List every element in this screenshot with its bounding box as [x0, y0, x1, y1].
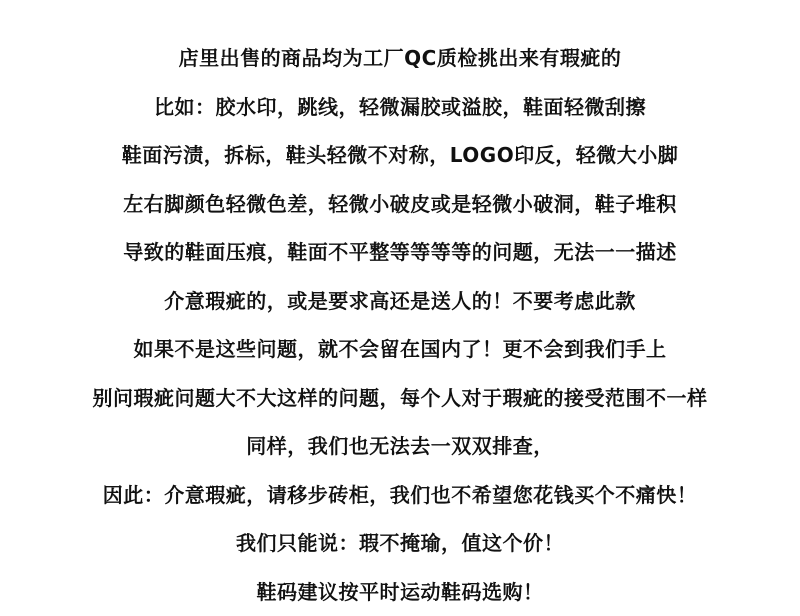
defect-notice	[0, 34, 800, 616]
notice-line-do-not-buy: 介意瑕疵的，或是要求高还是送人的！不要考虑此款	[0, 277, 800, 326]
notice-line-dont-ask: 别问瑕疵问题大不大这样的问题，每个人对于瑕疵的接受范围不一样	[0, 374, 800, 423]
notice-line-reason: 如果不是这些问题，就不会留在国内了！更不会到我们手上	[0, 325, 800, 374]
notice-line-size-advice: 鞋码建议按平时运动鞋码选购！	[0, 568, 800, 616]
notice-line-color-difference: 左右脚颜色轻微色差，轻微小破皮或是轻微小破洞，鞋子堆积	[0, 180, 800, 229]
notice-line-creases: 导致的鞋面压痕，鞋面不平整等等等等的问题，无法一一描述	[0, 228, 800, 277]
notice-line-worth-price: 我们只能说：瑕不掩瑜，值这个价！	[0, 519, 800, 568]
notice-line-stains-logo: 鞋面污渍，拆标，鞋头轻微不对称，LOGO印反，轻微大小脚	[0, 131, 800, 180]
notice-line-go-to-store: 因此：介意瑕疵，请移步砖柜，我们也不希望您花钱买个不痛快！	[0, 471, 800, 520]
notice-line-no-inspection: 同样，我们也无法去一双双排查，	[0, 422, 800, 471]
notice-line-defect-examples: 比如：胶水印，跳线，轻微漏胶或溢胶，鞋面轻微刮擦	[0, 83, 800, 132]
notice-line-qc-rejects: 店里出售的商品均为工厂QC质检挑出来有瑕疵的	[0, 34, 800, 83]
